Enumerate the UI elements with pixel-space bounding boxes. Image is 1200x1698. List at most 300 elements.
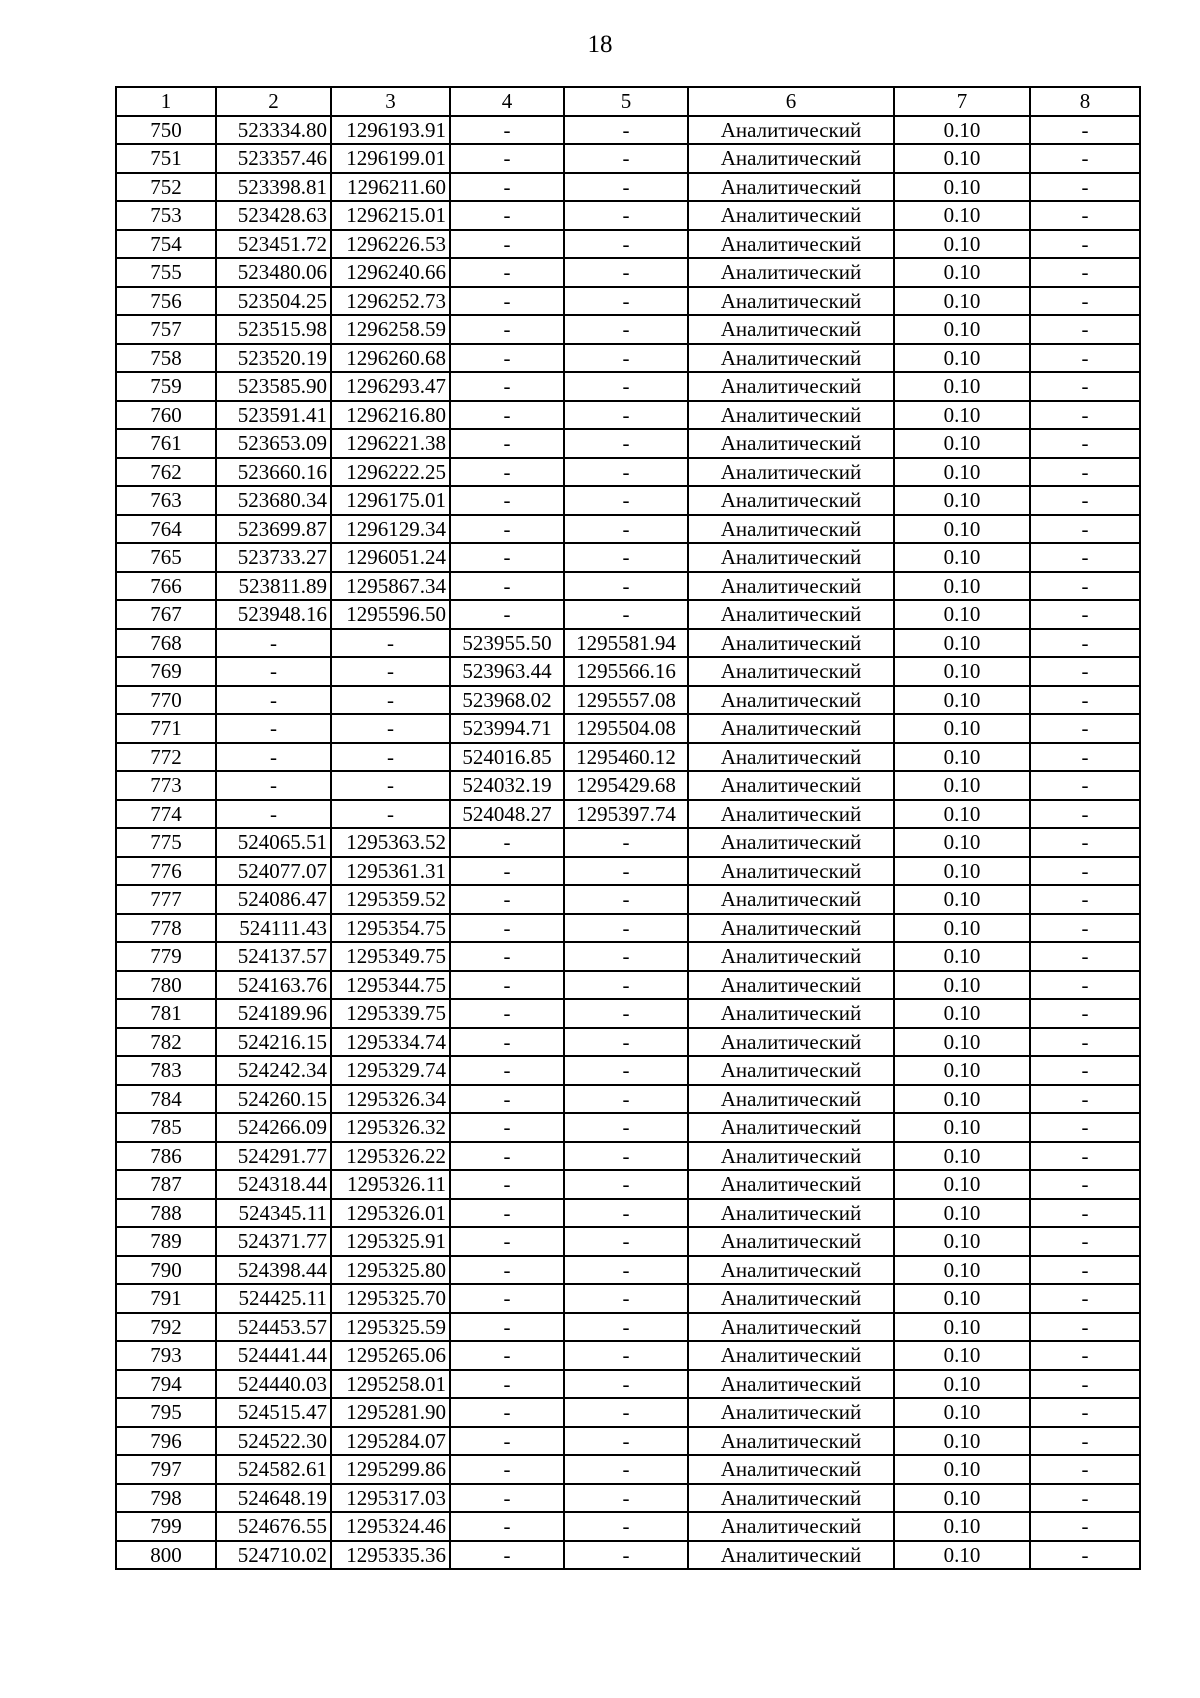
method-cell: Аналитический [688, 1541, 894, 1570]
column-header-1: 1 [116, 87, 216, 116]
y-alt-coordinate-cell: - [564, 287, 688, 316]
y-alt-coordinate-cell: - [564, 914, 688, 943]
column-header-8: 8 [1030, 87, 1140, 116]
accuracy-cell: 0.10 [894, 1199, 1030, 1228]
accuracy-cell: 0.10 [894, 1028, 1030, 1057]
table-row [116, 914, 1140, 943]
table-row [116, 486, 1140, 515]
x-alt-coordinate-cell: - [450, 429, 564, 458]
description-cell: - [1030, 1341, 1140, 1370]
x-coordinate-cell: 523591.41 [216, 401, 331, 430]
description-cell: - [1030, 201, 1140, 230]
point-number-cell: 785 [116, 1113, 216, 1142]
x-coordinate-cell: 524453.57 [216, 1313, 331, 1342]
y-alt-coordinate-cell: - [564, 401, 688, 430]
x-alt-coordinate-cell: - [450, 144, 564, 173]
point-number-cell: 789 [116, 1227, 216, 1256]
method-cell: Аналитический [688, 743, 894, 772]
description-cell: - [1030, 572, 1140, 601]
x-alt-coordinate-cell: - [450, 600, 564, 629]
description-cell: - [1030, 230, 1140, 259]
point-number-cell: 759 [116, 372, 216, 401]
y-alt-coordinate-cell: - [564, 230, 688, 259]
x-coordinate-cell: 524065.51 [216, 828, 331, 857]
description-cell: - [1030, 1541, 1140, 1570]
x-alt-coordinate-cell: - [450, 543, 564, 572]
method-cell: Аналитический [688, 999, 894, 1028]
x-alt-coordinate-cell: - [450, 372, 564, 401]
accuracy-cell: 0.10 [894, 287, 1030, 316]
x-alt-coordinate-cell: - [450, 1056, 564, 1085]
description-cell: - [1030, 144, 1140, 173]
table-row [116, 743, 1140, 772]
description-cell: - [1030, 173, 1140, 202]
x-coordinate-cell: 523699.87 [216, 515, 331, 544]
y-coordinate-cell: 1296293.47 [331, 372, 450, 401]
point-number-cell: 790 [116, 1256, 216, 1285]
y-coordinate-cell: 1295281.90 [331, 1398, 450, 1427]
method-cell: Аналитический [688, 315, 894, 344]
point-number-cell: 754 [116, 230, 216, 259]
point-number-cell: 752 [116, 173, 216, 202]
y-coordinate-cell: - [331, 686, 450, 715]
method-cell: Аналитический [688, 1256, 894, 1285]
y-coordinate-cell: - [331, 657, 450, 686]
y-coordinate-cell: 1296221.38 [331, 429, 450, 458]
description-cell: - [1030, 1028, 1140, 1057]
method-cell: Аналитический [688, 1398, 894, 1427]
table-row [116, 372, 1140, 401]
y-coordinate-cell: 1295349.75 [331, 942, 450, 971]
accuracy-cell: 0.10 [894, 201, 1030, 230]
description-cell: - [1030, 857, 1140, 886]
method-cell: Аналитический [688, 600, 894, 629]
y-coordinate-cell: 1295317.03 [331, 1484, 450, 1513]
x-coordinate-cell: 524260.15 [216, 1085, 331, 1114]
point-number-cell: 792 [116, 1313, 216, 1342]
x-alt-coordinate-cell: 523955.50 [450, 629, 564, 658]
y-alt-coordinate-cell: - [564, 458, 688, 487]
y-alt-coordinate-cell: 1295397.74 [564, 800, 688, 829]
accuracy-cell: 0.10 [894, 1427, 1030, 1456]
table-row [116, 600, 1140, 629]
accuracy-cell: 0.10 [894, 1170, 1030, 1199]
y-alt-coordinate-cell: - [564, 1427, 688, 1456]
description-cell: - [1030, 486, 1140, 515]
description-cell: - [1030, 657, 1140, 686]
y-coordinate-cell: 1296240.66 [331, 258, 450, 287]
accuracy-cell: 0.10 [894, 401, 1030, 430]
x-coordinate-cell: 524111.43 [216, 914, 331, 943]
point-number-cell: 767 [116, 600, 216, 629]
description-cell: - [1030, 515, 1140, 544]
y-alt-coordinate-cell: - [564, 1313, 688, 1342]
y-coordinate-cell: 1296175.01 [331, 486, 450, 515]
accuracy-cell: 0.10 [894, 800, 1030, 829]
x-coordinate-cell: 523811.89 [216, 572, 331, 601]
x-alt-coordinate-cell: 524048.27 [450, 800, 564, 829]
point-number-cell: 770 [116, 686, 216, 715]
table-row [116, 1455, 1140, 1484]
description-cell: - [1030, 1484, 1140, 1513]
accuracy-cell: 0.10 [894, 258, 1030, 287]
y-coordinate-cell: 1295339.75 [331, 999, 450, 1028]
y-coordinate-cell: 1296216.80 [331, 401, 450, 430]
x-alt-coordinate-cell: - [450, 287, 564, 316]
x-alt-coordinate-cell: - [450, 1398, 564, 1427]
x-coordinate-cell: 524266.09 [216, 1113, 331, 1142]
table-row [116, 771, 1140, 800]
y-alt-coordinate-cell: - [564, 543, 688, 572]
method-cell: Аналитический [688, 885, 894, 914]
accuracy-cell: 0.10 [894, 1484, 1030, 1513]
table-row [116, 1313, 1140, 1342]
description-cell: - [1030, 600, 1140, 629]
y-alt-coordinate-cell: - [564, 1484, 688, 1513]
y-coordinate-cell: 1295329.74 [331, 1056, 450, 1085]
description-cell: - [1030, 1256, 1140, 1285]
x-coordinate-cell: 524515.47 [216, 1398, 331, 1427]
description-cell: - [1030, 999, 1140, 1028]
accuracy-cell: 0.10 [894, 743, 1030, 772]
table-row [116, 828, 1140, 857]
x-alt-coordinate-cell: - [450, 1028, 564, 1057]
x-coordinate-cell: 524077.07 [216, 857, 331, 886]
description-cell: - [1030, 714, 1140, 743]
table-row [116, 1512, 1140, 1541]
table-row [116, 857, 1140, 886]
point-number-cell: 772 [116, 743, 216, 772]
coordinates-table [115, 86, 1141, 1570]
description-cell: - [1030, 1085, 1140, 1114]
accuracy-cell: 0.10 [894, 1512, 1030, 1541]
method-cell: Аналитический [688, 515, 894, 544]
y-alt-coordinate-cell: - [564, 572, 688, 601]
y-alt-coordinate-cell: - [564, 1113, 688, 1142]
y-coordinate-cell: 1296260.68 [331, 344, 450, 373]
y-alt-coordinate-cell: - [564, 258, 688, 287]
y-coordinate-cell: 1296193.91 [331, 116, 450, 145]
table-row [116, 1370, 1140, 1399]
x-coordinate-cell: 524137.57 [216, 942, 331, 971]
y-coordinate-cell: 1295596.50 [331, 600, 450, 629]
x-alt-coordinate-cell: - [450, 857, 564, 886]
x-coordinate-cell: - [216, 800, 331, 829]
x-alt-coordinate-cell: 523994.71 [450, 714, 564, 743]
method-cell: Аналитический [688, 572, 894, 601]
point-number-cell: 797 [116, 1455, 216, 1484]
y-coordinate-cell: 1295325.70 [331, 1284, 450, 1313]
method-cell: Аналитический [688, 486, 894, 515]
y-coordinate-cell: 1296258.59 [331, 315, 450, 344]
accuracy-cell: 0.10 [894, 1341, 1030, 1370]
y-alt-coordinate-cell: - [564, 1370, 688, 1399]
table-row [116, 116, 1140, 145]
x-coordinate-cell: 524425.11 [216, 1284, 331, 1313]
point-number-cell: 753 [116, 201, 216, 230]
description-cell: - [1030, 429, 1140, 458]
point-number-cell: 794 [116, 1370, 216, 1399]
accuracy-cell: 0.10 [894, 600, 1030, 629]
point-number-cell: 800 [116, 1541, 216, 1570]
y-coordinate-cell: 1296222.25 [331, 458, 450, 487]
y-coordinate-cell: 1296199.01 [331, 144, 450, 173]
table-row [116, 1398, 1140, 1427]
accuracy-cell: 0.10 [894, 686, 1030, 715]
point-number-cell: 781 [116, 999, 216, 1028]
table-row [116, 1427, 1140, 1456]
accuracy-cell: 0.10 [894, 914, 1030, 943]
x-alt-coordinate-cell: - [450, 828, 564, 857]
accuracy-cell: 0.10 [894, 1455, 1030, 1484]
table-row [116, 201, 1140, 230]
x-coordinate-cell: 524242.34 [216, 1056, 331, 1085]
y-alt-coordinate-cell: - [564, 828, 688, 857]
x-alt-coordinate-cell: - [450, 1170, 564, 1199]
x-coordinate-cell: 524440.03 [216, 1370, 331, 1399]
x-coordinate-cell: - [216, 657, 331, 686]
x-coordinate-cell: - [216, 743, 331, 772]
x-alt-coordinate-cell: - [450, 1512, 564, 1541]
x-coordinate-cell: 523480.06 [216, 258, 331, 287]
method-cell: Аналитический [688, 1284, 894, 1313]
x-coordinate-cell: 523653.09 [216, 429, 331, 458]
method-cell: Аналитический [688, 1484, 894, 1513]
y-alt-coordinate-cell: - [564, 315, 688, 344]
table-row [116, 1028, 1140, 1057]
y-alt-coordinate-cell: - [564, 144, 688, 173]
accuracy-cell: 0.10 [894, 771, 1030, 800]
point-number-cell: 795 [116, 1398, 216, 1427]
description-cell: - [1030, 1427, 1140, 1456]
x-alt-coordinate-cell: - [450, 1313, 564, 1342]
point-number-cell: 756 [116, 287, 216, 316]
y-alt-coordinate-cell: - [564, 1028, 688, 1057]
table-row [116, 515, 1140, 544]
description-cell: - [1030, 372, 1140, 401]
method-cell: Аналитический [688, 971, 894, 1000]
x-coordinate-cell: 523428.63 [216, 201, 331, 230]
x-alt-coordinate-cell: - [450, 201, 564, 230]
point-number-cell: 763 [116, 486, 216, 515]
page-number: 18 [587, 31, 613, 58]
method-cell: Аналитический [688, 1056, 894, 1085]
x-alt-coordinate-cell: - [450, 401, 564, 430]
x-coordinate-cell: 523680.34 [216, 486, 331, 515]
y-coordinate-cell: 1295361.31 [331, 857, 450, 886]
y-alt-coordinate-cell: 1295581.94 [564, 629, 688, 658]
point-number-cell: 798 [116, 1484, 216, 1513]
description-cell: - [1030, 800, 1140, 829]
accuracy-cell: 0.10 [894, 315, 1030, 344]
method-cell: Аналитический [688, 1199, 894, 1228]
table-row [116, 1085, 1140, 1114]
y-coordinate-cell: 1296211.60 [331, 173, 450, 202]
x-alt-coordinate-cell: - [450, 1541, 564, 1570]
point-number-cell: 764 [116, 515, 216, 544]
y-coordinate-cell: 1295335.36 [331, 1541, 450, 1570]
method-cell: Аналитический [688, 1142, 894, 1171]
x-coordinate-cell: - [216, 714, 331, 743]
table-row [116, 657, 1140, 686]
table-row [116, 344, 1140, 373]
x-coordinate-cell: 523398.81 [216, 173, 331, 202]
y-coordinate-cell: 1295326.32 [331, 1113, 450, 1142]
y-alt-coordinate-cell: 1295557.08 [564, 686, 688, 715]
point-number-cell: 751 [116, 144, 216, 173]
point-number-cell: 760 [116, 401, 216, 430]
table-row [116, 401, 1140, 430]
y-alt-coordinate-cell: - [564, 885, 688, 914]
method-cell: Аналитический [688, 1313, 894, 1342]
x-coordinate-cell: 524086.47 [216, 885, 331, 914]
description-cell: - [1030, 401, 1140, 430]
x-coordinate-cell: 524676.55 [216, 1512, 331, 1541]
y-alt-coordinate-cell: - [564, 1227, 688, 1256]
table-row [116, 1199, 1140, 1228]
point-number-cell: 777 [116, 885, 216, 914]
method-cell: Аналитический [688, 1170, 894, 1199]
table-row [116, 230, 1140, 259]
x-coordinate-cell: 524291.77 [216, 1142, 331, 1171]
method-cell: Аналитический [688, 144, 894, 173]
y-alt-coordinate-cell: - [564, 600, 688, 629]
x-coordinate-cell: 523334.80 [216, 116, 331, 145]
table-row [116, 999, 1140, 1028]
table-row [116, 258, 1140, 287]
table-row [116, 629, 1140, 658]
accuracy-cell: 0.10 [894, 1256, 1030, 1285]
table-row [116, 1056, 1140, 1085]
point-number-cell: 786 [116, 1142, 216, 1171]
x-coordinate-cell: 523520.19 [216, 344, 331, 373]
accuracy-cell: 0.10 [894, 458, 1030, 487]
y-coordinate-cell: 1296051.24 [331, 543, 450, 572]
x-coordinate-cell: - [216, 686, 331, 715]
method-cell: Аналитический [688, 1370, 894, 1399]
accuracy-cell: 0.10 [894, 629, 1030, 658]
x-coordinate-cell: 523948.16 [216, 600, 331, 629]
y-coordinate-cell: - [331, 771, 450, 800]
table-header-row [116, 87, 1140, 116]
description-cell: - [1030, 1455, 1140, 1484]
x-coordinate-cell: 523660.16 [216, 458, 331, 487]
description-cell: - [1030, 686, 1140, 715]
accuracy-cell: 0.10 [894, 714, 1030, 743]
column-header-4: 4 [450, 87, 564, 116]
point-number-cell: 757 [116, 315, 216, 344]
table-row [116, 686, 1140, 715]
y-coordinate-cell: 1296226.53 [331, 230, 450, 259]
description-cell: - [1030, 1398, 1140, 1427]
method-cell: Аналитический [688, 201, 894, 230]
accuracy-cell: 0.10 [894, 543, 1030, 572]
table-row [116, 1170, 1140, 1199]
accuracy-cell: 0.10 [894, 828, 1030, 857]
point-number-cell: 750 [116, 116, 216, 145]
y-alt-coordinate-cell: - [564, 201, 688, 230]
y-coordinate-cell: 1295354.75 [331, 914, 450, 943]
y-alt-coordinate-cell: - [564, 942, 688, 971]
accuracy-cell: 0.10 [894, 857, 1030, 886]
point-number-cell: 799 [116, 1512, 216, 1541]
y-coordinate-cell: - [331, 629, 450, 658]
y-coordinate-cell: 1295326.34 [331, 1085, 450, 1114]
method-cell: Аналитический [688, 372, 894, 401]
column-header-6: 6 [688, 87, 894, 116]
x-alt-coordinate-cell: - [450, 315, 564, 344]
method-cell: Аналитический [688, 914, 894, 943]
point-number-cell: 758 [116, 344, 216, 373]
x-alt-coordinate-cell: 524016.85 [450, 743, 564, 772]
x-alt-coordinate-cell: - [450, 971, 564, 1000]
accuracy-cell: 0.10 [894, 1113, 1030, 1142]
method-cell: Аналитический [688, 543, 894, 572]
table-row [116, 543, 1140, 572]
accuracy-cell: 0.10 [894, 942, 1030, 971]
y-coordinate-cell: 1296252.73 [331, 287, 450, 316]
point-number-cell: 771 [116, 714, 216, 743]
y-alt-coordinate-cell: - [564, 1085, 688, 1114]
y-coordinate-cell: 1295326.11 [331, 1170, 450, 1199]
y-coordinate-cell: 1295363.52 [331, 828, 450, 857]
point-number-cell: 774 [116, 800, 216, 829]
table-row [116, 315, 1140, 344]
point-number-cell: 784 [116, 1085, 216, 1114]
accuracy-cell: 0.10 [894, 344, 1030, 373]
accuracy-cell: 0.10 [894, 372, 1030, 401]
column-header-3: 3 [331, 87, 450, 116]
x-coordinate-cell: 523585.90 [216, 372, 331, 401]
table-row [116, 942, 1140, 971]
method-cell: Аналитический [688, 1512, 894, 1541]
x-coordinate-cell: 524582.61 [216, 1455, 331, 1484]
accuracy-cell: 0.10 [894, 173, 1030, 202]
y-alt-coordinate-cell: - [564, 1142, 688, 1171]
x-alt-coordinate-cell: - [450, 1484, 564, 1513]
y-alt-coordinate-cell: - [564, 486, 688, 515]
accuracy-cell: 0.10 [894, 657, 1030, 686]
accuracy-cell: 0.10 [894, 1142, 1030, 1171]
x-alt-coordinate-cell: - [450, 116, 564, 145]
x-alt-coordinate-cell: - [450, 173, 564, 202]
method-cell: Аналитический [688, 629, 894, 658]
point-number-cell: 765 [116, 543, 216, 572]
point-number-cell: 788 [116, 1199, 216, 1228]
point-number-cell: 779 [116, 942, 216, 971]
description-cell: - [1030, 914, 1140, 943]
x-coordinate-cell: 524345.11 [216, 1199, 331, 1228]
method-cell: Аналитический [688, 657, 894, 686]
point-number-cell: 783 [116, 1056, 216, 1085]
x-coordinate-cell: 524522.30 [216, 1427, 331, 1456]
method-cell: Аналитический [688, 258, 894, 287]
y-coordinate-cell: 1295325.59 [331, 1313, 450, 1342]
method-cell: Аналитический [688, 1085, 894, 1114]
table-row [116, 287, 1140, 316]
x-alt-coordinate-cell: - [450, 1256, 564, 1285]
point-number-cell: 796 [116, 1427, 216, 1456]
y-alt-coordinate-cell: - [564, 429, 688, 458]
y-coordinate-cell: 1295284.07 [331, 1427, 450, 1456]
x-alt-coordinate-cell: - [450, 1341, 564, 1370]
y-alt-coordinate-cell: - [564, 1199, 688, 1228]
y-coordinate-cell: 1295258.01 [331, 1370, 450, 1399]
table-row [116, 572, 1140, 601]
description-cell: - [1030, 1142, 1140, 1171]
table-row [116, 1113, 1140, 1142]
method-cell: Аналитический [688, 1113, 894, 1142]
